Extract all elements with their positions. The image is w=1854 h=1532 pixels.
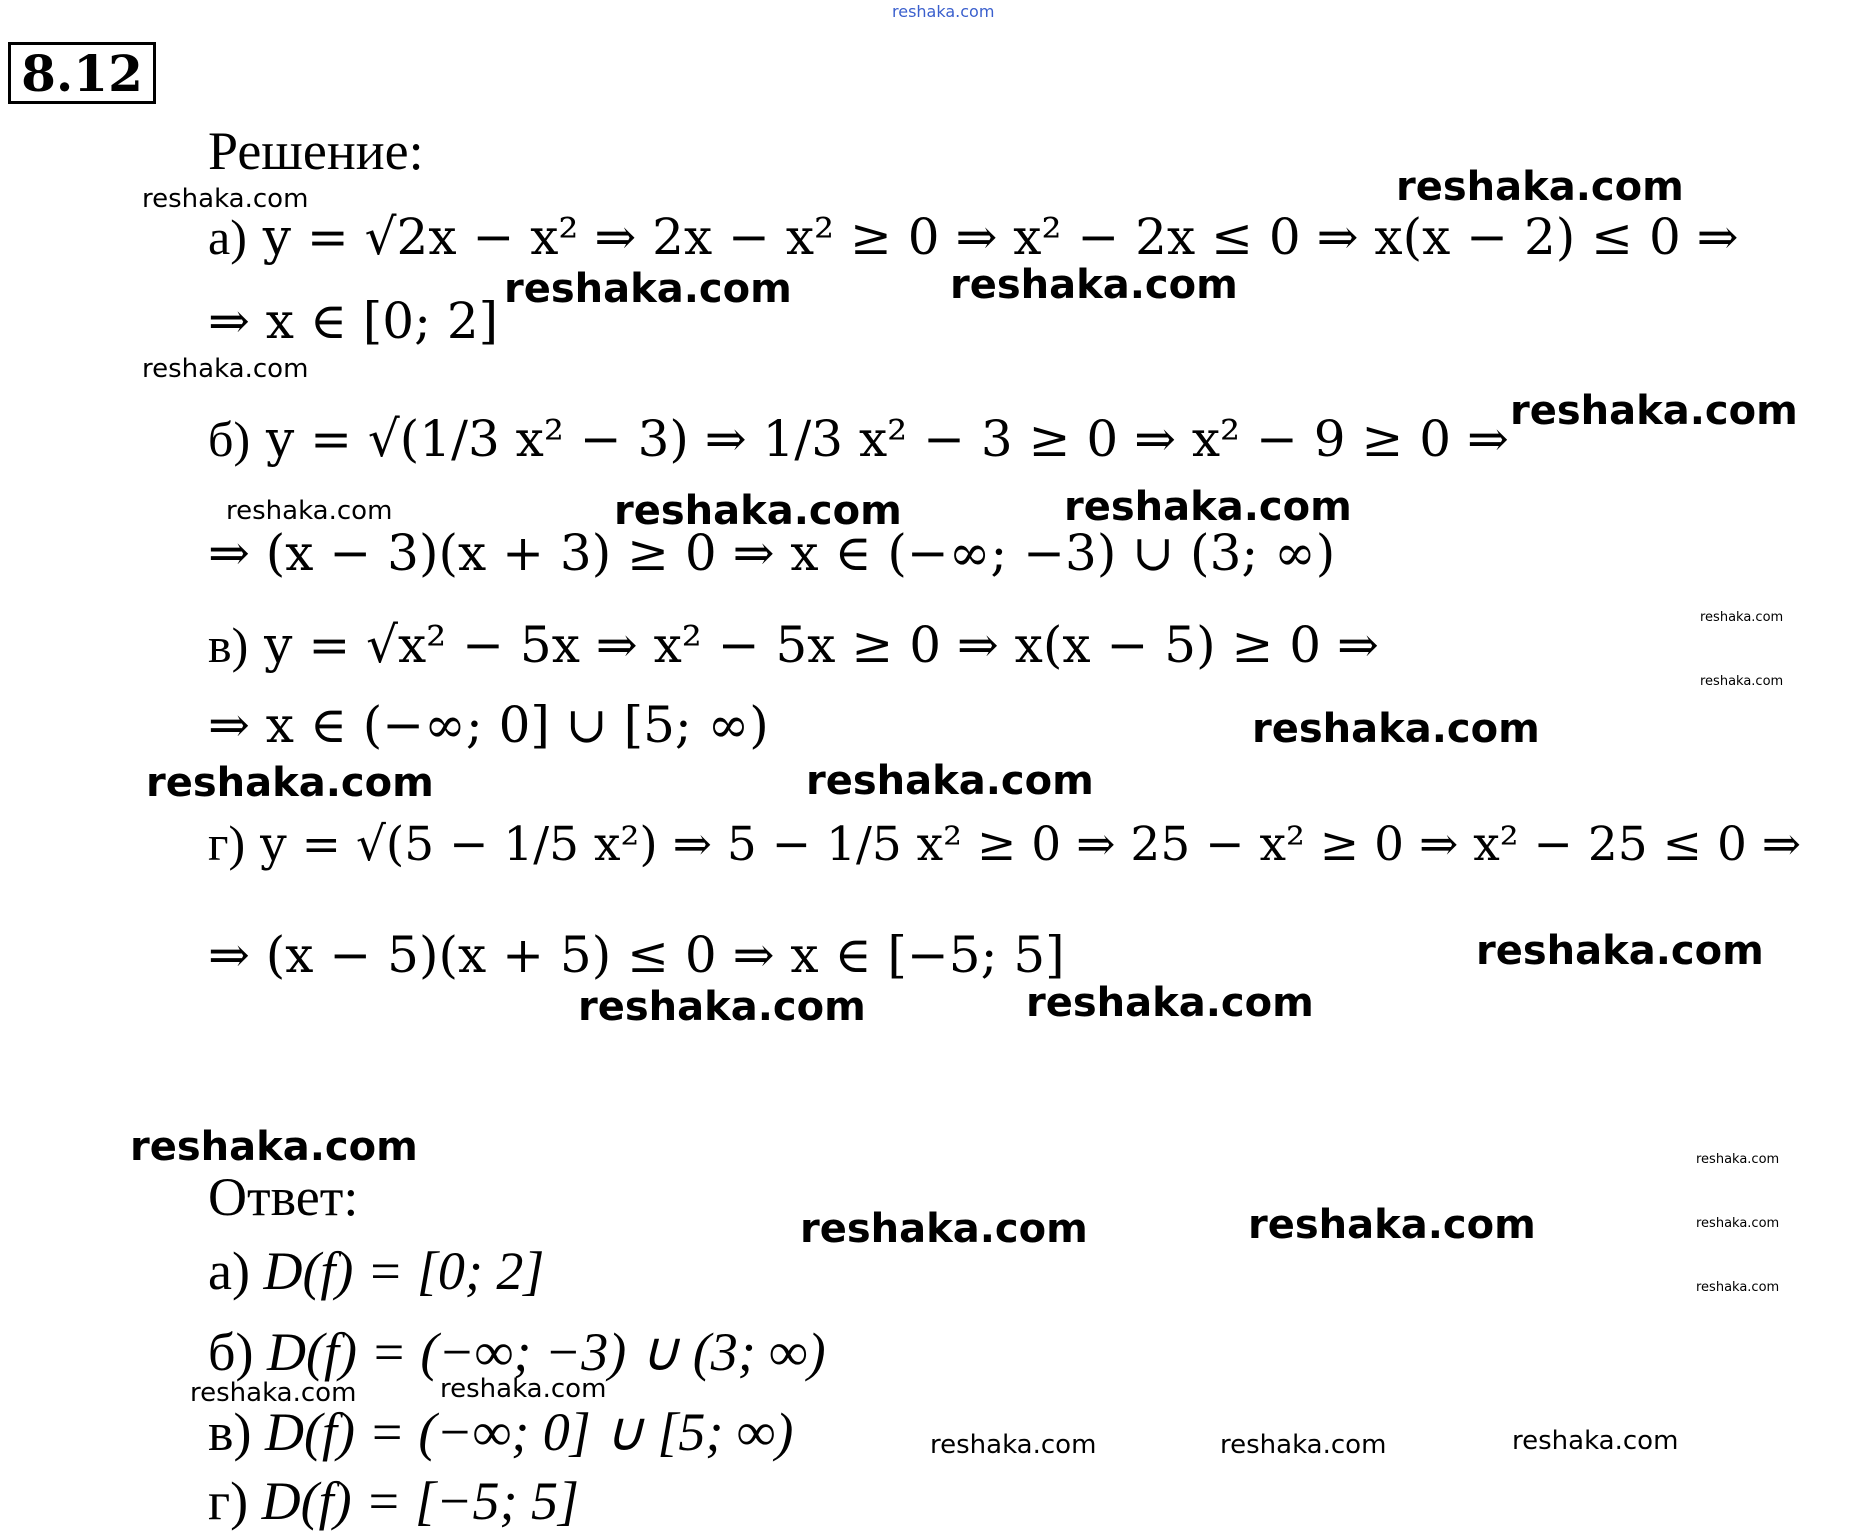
expr-a1: y = √2x − x² ⇒ 2x − x² ≥ 0 ⇒ x² − 2x ≤ 0 ⇒ x(x − 2) ≤ 0 ⇒ bbox=[262, 208, 1739, 266]
watermark: reshaka.com bbox=[1696, 1216, 1780, 1231]
expr-b2: ⇒ (x − 3)(x + 3) ≥ 0 ⇒ x ∈ (−∞; −3) ∪ (3; ∞) bbox=[208, 524, 1336, 582]
watermark: reshaka.com bbox=[1696, 1280, 1780, 1295]
watermark: reshaka.com bbox=[1220, 1430, 1387, 1460]
watermark: reshaka.com bbox=[1700, 610, 1784, 625]
watermark: reshaka.com bbox=[614, 488, 902, 534]
watermark: reshaka.com bbox=[800, 1206, 1088, 1252]
label-b: б) bbox=[208, 411, 251, 467]
watermark: reshaka.com bbox=[1696, 1152, 1780, 1167]
expr-v1: y = √x² − 5x ⇒ x² − 5x ≥ 0 ⇒ x(x − 5) ≥ 0 ⇒ bbox=[264, 616, 1379, 674]
watermark: reshaka.com bbox=[146, 760, 434, 806]
watermark: reshaka.com bbox=[1064, 484, 1352, 530]
problem-number: 8.12 bbox=[21, 43, 143, 103]
expr-g1: y = √(5 − 1/5 x²) ⇒ 5 − 1/5 x² ≥ 0 ⇒ 25 − x² ≥ 0 ⇒ x² − 25 ≤ 0 ⇒ bbox=[260, 817, 1802, 872]
answer-v-label: в) bbox=[208, 1402, 252, 1462]
label-a: а) bbox=[208, 209, 247, 265]
answer-v-text: D(f) = (−∞; 0] ∪ [5; ∞) bbox=[264, 1402, 794, 1462]
watermark: reshaka.com bbox=[1026, 980, 1314, 1026]
watermark: reshaka.com bbox=[142, 354, 309, 384]
label-g: г) bbox=[208, 815, 246, 871]
solution-line-v2 bbox=[208, 696, 769, 754]
watermark: reshaka.com bbox=[190, 1378, 357, 1408]
watermark: reshaka.com bbox=[142, 184, 309, 214]
solution-line-b1 bbox=[208, 410, 1509, 468]
answer-g bbox=[208, 1470, 579, 1532]
watermark: reshaka.com bbox=[950, 262, 1238, 308]
answer-g-label: г) bbox=[208, 1471, 249, 1531]
answer-a-text: D(f) = [0; 2] bbox=[263, 1241, 545, 1301]
watermark: reshaka.com bbox=[930, 1430, 1097, 1460]
solution-line-g2 bbox=[208, 926, 1065, 984]
answer-g-text: D(f) = [−5; 5] bbox=[261, 1471, 579, 1531]
watermark: reshaka.com bbox=[1512, 1426, 1679, 1456]
watermark: reshaka.com bbox=[130, 1124, 418, 1170]
expr-a2: ⇒ x ∈ [0; 2] bbox=[208, 292, 499, 350]
answer-v bbox=[208, 1400, 793, 1463]
answer-heading: Ответ: bbox=[208, 1167, 359, 1227]
solution-line-a2 bbox=[208, 292, 499, 350]
watermark: reshaka.com bbox=[226, 496, 393, 526]
watermark: reshaka.com bbox=[1700, 674, 1784, 689]
solution-line-v1 bbox=[208, 616, 1379, 674]
watermark: reshaka.com bbox=[1476, 928, 1764, 974]
watermark: reshaka.com bbox=[1510, 388, 1798, 434]
answer-a-label: а) bbox=[208, 1241, 250, 1301]
watermark-top: reshaka.com bbox=[892, 2, 995, 21]
solution-line-g1 bbox=[208, 815, 1802, 872]
answer-a bbox=[208, 1240, 544, 1302]
problem-number-box bbox=[8, 42, 156, 104]
watermark: reshaka.com bbox=[578, 984, 866, 1030]
expr-b1: y = √(1/3 x² − 3) ⇒ 1/3 x² − 3 ≥ 0 ⇒ x² − 9 ≥ 0 ⇒ bbox=[266, 410, 1509, 468]
expr-g2: ⇒ (x − 5)(x + 5) ≤ 0 ⇒ x ∈ [−5; 5] bbox=[208, 926, 1065, 984]
watermark: reshaka.com bbox=[1252, 706, 1540, 752]
label-v: в) bbox=[208, 617, 249, 673]
watermark: reshaka.com bbox=[806, 758, 1094, 804]
solution-heading: Решение: bbox=[208, 121, 424, 181]
solution-line-a1 bbox=[208, 208, 1739, 266]
solution-line-b2 bbox=[208, 524, 1336, 582]
watermark: reshaka.com bbox=[504, 266, 792, 312]
watermark: reshaka.com bbox=[1396, 164, 1684, 210]
watermark: reshaka.com bbox=[440, 1374, 607, 1404]
watermark: reshaka.com bbox=[1248, 1202, 1536, 1248]
answer-b-label: б) bbox=[208, 1322, 254, 1382]
answer-b-text: D(f) = (−∞; −3) ∪ (3; ∞) bbox=[266, 1322, 826, 1382]
expr-v2: ⇒ x ∈ (−∞; 0] ∪ [5; ∞) bbox=[208, 696, 769, 754]
